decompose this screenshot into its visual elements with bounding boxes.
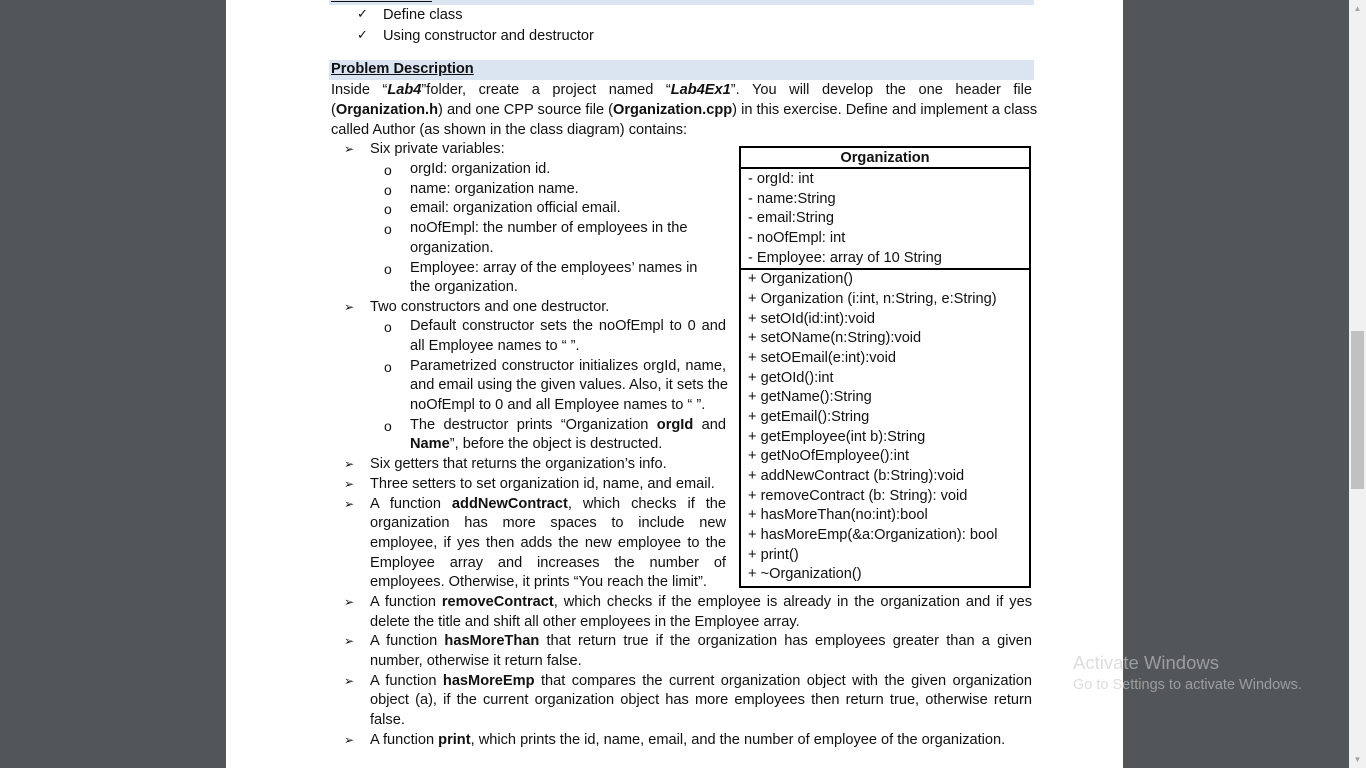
circle-bullet-icon: o bbox=[384, 201, 392, 217]
remove-contract-line: delete the title and shift all other employees in the Employee array. bbox=[370, 614, 800, 630]
uml-method: + print() bbox=[748, 547, 799, 563]
arrow-bullet-icon: ➢ bbox=[344, 457, 355, 471]
param-constructor-line: noOfEmpl to 0 and all Employee names to “ ”. bbox=[410, 397, 706, 413]
uml-class-name: Organization bbox=[741, 148, 1029, 169]
has-more-than-line: A function hasMoreThan that return true if the organization has employees greater than a given bbox=[370, 633, 1032, 649]
watermark-title: Activate Windows bbox=[1073, 652, 1219, 673]
uml-method: + hasMoreEmp(&a:Organization): bool bbox=[748, 527, 998, 543]
uml-method: + Organization() bbox=[748, 271, 854, 287]
private-vars-label: Six private variables: bbox=[370, 141, 505, 157]
scroll-down-arrow-icon[interactable]: ▼ bbox=[1353, 755, 1362, 764]
check-icon: ✓ bbox=[357, 7, 368, 22]
uml-method: + Organization (i:int, n:String, e:String) bbox=[748, 291, 997, 307]
arrow-bullet-icon: ➢ bbox=[344, 634, 355, 648]
uml-attributes-section bbox=[741, 169, 1029, 270]
add-new-contract-line: employee, if yes then adds the new employee to the bbox=[370, 535, 726, 551]
has-more-emp-line: A function hasMoreEmp that compares the current organization object with the given organization bbox=[370, 673, 1033, 689]
intro-line-1: Inside “Lab4”folder, create a project named “Lab4Ex1”. You will develop the one header file bbox=[331, 82, 1033, 98]
watermark-subtitle: Go to Settings to activate Windows. bbox=[1073, 677, 1302, 693]
objective-item: Using constructor and destructor bbox=[383, 28, 594, 44]
uml-attribute: - Employee: array of 10 String bbox=[748, 250, 942, 266]
uml-methods-section bbox=[741, 270, 1029, 586]
uml-attribute: - noOfEmpl: int bbox=[748, 230, 846, 246]
objective-item: Define class bbox=[383, 7, 463, 23]
uml-method: + setOEmail(e:int):void bbox=[748, 350, 897, 366]
arrow-bullet-icon: ➢ bbox=[344, 595, 355, 609]
uml-class-diagram bbox=[739, 146, 1031, 588]
uml-method: + getName():String bbox=[748, 389, 872, 405]
private-var-item: the organization. bbox=[410, 279, 518, 295]
uml-attribute: - name:String bbox=[748, 191, 836, 207]
circle-bullet-icon: o bbox=[384, 319, 392, 335]
arrow-bullet-icon: ➢ bbox=[344, 497, 355, 511]
add-new-contract-line: employees. Otherwise, it prints “You reach the limit”. bbox=[370, 574, 707, 590]
has-more-emp-line: false. bbox=[370, 712, 405, 728]
uml-method: + getEmployee(int b):String bbox=[748, 429, 926, 445]
has-more-emp-line: object (a), if the current organization object has more employees then return true, otherwise return bbox=[370, 692, 1032, 708]
arrow-bullet-icon: ➢ bbox=[344, 733, 355, 747]
uml-method: + removeContract (b: String): void bbox=[748, 488, 968, 504]
intro-line-3: called Author (as shown in the class diagram) contains: bbox=[331, 122, 688, 138]
document-page bbox=[226, 0, 1123, 768]
scrollbar-thumb[interactable] bbox=[1351, 331, 1364, 489]
add-new-contract-line: organization has more spaces to include new bbox=[370, 515, 726, 531]
add-new-contract-line: A function addNewContract, which checks if the bbox=[370, 496, 726, 512]
section-heading: Problem Description bbox=[331, 61, 474, 77]
uml-method: + setOName(n:String):void bbox=[748, 330, 922, 346]
param-constructor-line: and email using the given values. Also, it sets the bbox=[410, 377, 729, 393]
activation-watermark bbox=[1073, 651, 1302, 695]
previous-heading-underline bbox=[331, 0, 432, 2]
uml-attribute: - email:String bbox=[748, 210, 834, 226]
destructor-line: The destructor prints “Organization orgId and bbox=[410, 417, 726, 433]
arrow-bullet-icon: ➢ bbox=[344, 674, 355, 688]
uml-method: + getEmail():String bbox=[748, 409, 870, 425]
arrow-bullet-icon: ➢ bbox=[344, 300, 355, 314]
print-line: A function print, which prints the id, name, email, and the number of employee of the organization. bbox=[370, 732, 1006, 748]
getters-item: Six getters that returns the organization’s info. bbox=[370, 456, 667, 472]
circle-bullet-icon: o bbox=[384, 261, 392, 277]
circle-bullet-icon: o bbox=[384, 359, 392, 375]
scroll-up-arrow-icon[interactable]: ▲ bbox=[1353, 4, 1362, 13]
default-constructor-line: all Employee names to “ ”. bbox=[410, 338, 580, 354]
uml-method: + hasMoreThan(no:int):bool bbox=[748, 507, 928, 523]
uml-method: + getNoOfEmployee():int bbox=[748, 448, 910, 464]
check-icon: ✓ bbox=[357, 28, 368, 43]
uml-method: + addNewContract (b:String):void bbox=[748, 468, 965, 484]
arrow-bullet-icon: ➢ bbox=[344, 477, 355, 491]
private-var-item: organization. bbox=[410, 240, 494, 256]
constructors-label: Two constructors and one destructor. bbox=[370, 299, 610, 315]
default-constructor-line: Default constructor sets the noOfEmpl to 0 and bbox=[410, 318, 726, 334]
circle-bullet-icon: o bbox=[384, 162, 392, 178]
has-more-than-line: number, otherwise it return false. bbox=[370, 653, 582, 669]
previous-heading-band bbox=[329, 0, 1034, 5]
uml-attribute: - orgId: int bbox=[748, 171, 814, 187]
remove-contract-line: A function removeContract, which checks if the employee is already in the organization and if yes bbox=[370, 594, 1032, 610]
destructor-line: Name”, before the object is destructed. bbox=[410, 436, 663, 452]
private-var-item: name: organization name. bbox=[410, 181, 579, 197]
vertical-scrollbar[interactable] bbox=[1349, 0, 1366, 768]
circle-bullet-icon: o bbox=[384, 221, 392, 237]
param-constructor-line: Parametrized constructor initializes orgId, name, bbox=[410, 358, 726, 374]
private-var-item: noOfEmpl: the number of employees in the bbox=[410, 220, 688, 236]
circle-bullet-icon: o bbox=[384, 182, 392, 198]
add-new-contract-line: Employee array and increases the number of bbox=[370, 555, 726, 571]
setters-item: Three setters to set organization id, name, and email. bbox=[370, 476, 715, 492]
uml-method: + setOId(id:int):void bbox=[748, 311, 875, 327]
uml-method: + getOId():int bbox=[748, 370, 834, 386]
circle-bullet-icon: o bbox=[384, 418, 392, 434]
private-var-item: email: organization official email. bbox=[410, 200, 621, 216]
arrow-bullet-icon: ➢ bbox=[344, 142, 355, 156]
uml-method: + ~Organization() bbox=[748, 566, 862, 582]
intro-line-2: (Organization.h) and one CPP source file (Organization.cpp) in this exercise. Define and implement a class bbox=[331, 102, 1038, 118]
private-var-item: orgId: organization id. bbox=[410, 161, 551, 177]
private-var-item: Employee: array of the employees’ names in bbox=[410, 260, 698, 276]
